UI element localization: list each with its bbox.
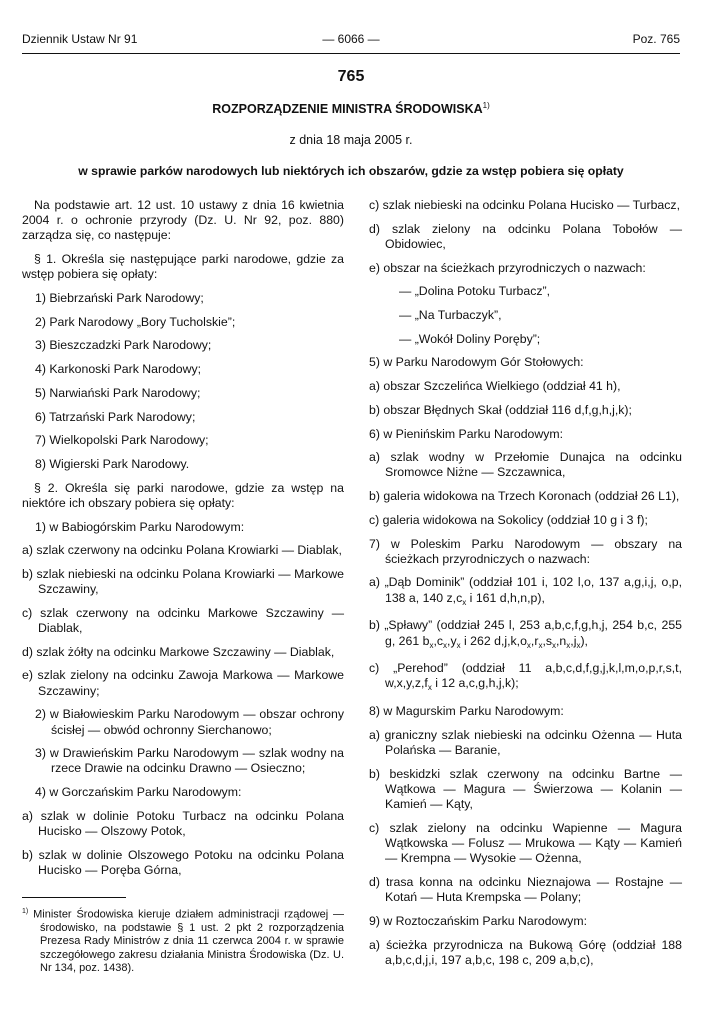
sub-item-text: i 161 d,h,n,p), [466, 590, 545, 605]
subscript: x [443, 640, 448, 650]
sub-item: e) szlak zielony na odcinku Zawoja Markowa — Markowe Szczawiny; [22, 668, 344, 698]
sub-item: c) szlak niebieski na odcinku Polana Hucisko — Turbacz, [369, 198, 680, 212]
list-item: 8) w Magurskim Parku Narodowym: [369, 704, 564, 719]
subscript: x [538, 640, 543, 650]
act-date: z dnia 18 maja 2005 r. [289, 133, 413, 147]
act-title [0, 101, 702, 116]
footnote-text [22, 905, 344, 975]
sub-item-text: ,r [530, 633, 539, 648]
title-footnote-mark: 1) [482, 101, 490, 110]
list-item: 6) w Pienińskim Parku Narodowym: [369, 426, 564, 441]
page-number: — 6066 — [322, 32, 380, 46]
sub-item-text: a) „Dąb Dominik” (oddział 101 i, 102 l,o, 137 a,g,i,j, o,p, 138 a, 140 z,c [369, 575, 682, 605]
footnote-body: Minister Środowiska kieruje działem administracji rządowej — środowisko, na podstawie § 1 ust. 2 pkt 2 rozporządzenia Prezesa Rady Ministrów z dnia 11 czerwca 2004 r. w sprawie szczegółowego zakresu działania Ministra Środowiska (Dz. U. Nr 134, poz. 1438). [33, 908, 344, 974]
sub-item: d) szlak zielony na odcinku Polana Tobołów — Obidowiec, [369, 221, 682, 251]
subscript: x [576, 640, 581, 650]
list-item: 9) w Roztoczańskim Parku Narodowym: [369, 913, 587, 928]
section-2: § 2. Określa się parki narodowe, gdzie za wstęp na niektóre ich obszary pobiera się opłaty: [22, 480, 344, 510]
sub-item: e) obszar na ścieżkach przyrodniczych o nazwach: [369, 260, 646, 275]
sub-item [369, 575, 682, 609]
list-item: 7) w Poleskim Parku Narodowym — obszary na ścieżkach przyrodniczych o nazwach: [369, 536, 682, 566]
sub-item-text: c) „Perehod” (oddział 11 a,b,c,d,f,g,j,k,l,m,o,p,r,s,t, w,x,y,z,f [369, 661, 682, 691]
list-item: 2) w Białowieskim Parku Narodowym — obszar ochrony ścisłej — obwód ochronny Sierchanowo; [35, 707, 344, 737]
footnote [22, 905, 344, 975]
list-item: 1) Biebrzański Park Narodowy; [35, 291, 204, 306]
subscript: x [462, 597, 467, 607]
journal-name: Dziennik Ustaw Nr 91 [22, 32, 138, 46]
footnote-mark: 1) [22, 908, 29, 915]
sub-item-text: ,n [556, 633, 567, 648]
sub-item: a) szlak w dolinie Potoku Turbacz na odcinku Polana Hucisko — Olszowy Potok, [22, 808, 344, 839]
sub-item: b) obszar Błędnych Skał (oddział 116 d,f,g,h,j,k); [369, 402, 632, 417]
right-column [369, 198, 682, 977]
sub-item-text: ,c [433, 633, 444, 648]
path-name: — „Wokół Doliny Poręby”; [399, 331, 541, 346]
sub-item: a) graniczny szlak niebieski na odcinku Ożenna — Huta Polańska — Baranie, [369, 727, 682, 758]
list-item: 3) Bieszczadzki Park Narodowy; [35, 338, 212, 353]
sub-item: d) szlak żółty na odcinku Markowe Szczawiny — Diablak, [22, 644, 335, 659]
sub-item [369, 618, 682, 652]
position-number: Poz. 765 [632, 32, 680, 46]
header-rule [22, 53, 680, 54]
path-name: — „Dolina Potoku Turbacz”, [399, 284, 551, 299]
list-item: 3) w Drawieńskim Parku Narodowym — szlak wodny na rzece Drawie na odcinku Drawno — Osieczno; [35, 746, 344, 776]
sub-item-text: b) „Spławy” (oddział 245 l, 253 a,b,c,f,g,h,j, 254 b,c, 255 g, 261 b [369, 618, 682, 648]
sub-item: a) ścieżka przyrodnicza na Bukową Górę (oddział 188 a,b,c,d,j,i, 197 a,b,c, 198 c, 209 a,b,c), [369, 937, 682, 967]
list-item: 2) Park Narodowy „Bory Tucholskie”; [35, 314, 236, 329]
left-column [22, 198, 344, 887]
list-item: 1) w Babiogórskim Parku Narodowym: [35, 519, 245, 534]
subscript: x [456, 640, 461, 650]
sub-item: b) galeria widokowa na Trzech Koronach (oddział 26 L1), [369, 489, 680, 504]
act-title-text: ROZPORZĄDZENIE MINISTRA ŚRODOWISKA [212, 102, 483, 117]
sub-item: b) szlak niebieski na odcinku Polana Krowiarki — Markowe Szczawiny, [22, 566, 344, 597]
list-item: 6) Tatrzański Park Narodowy; [35, 409, 196, 424]
sub-item-text: ,s [542, 633, 553, 648]
list-item: 8) Wigierski Park Narodowy. [35, 456, 190, 471]
subscript: x [526, 640, 531, 650]
section-1: § 1. Określa się następujące parki narodowe, gdzie za wstęp pobiera się opłaty: [22, 252, 344, 282]
act-number: 765 [337, 68, 365, 85]
list-item: 5) Narwiański Park Narodowy; [35, 385, 201, 400]
footnote-rule [22, 897, 126, 898]
sub-item-text: i 262 d,j,k,o [460, 633, 527, 648]
path-name: — „Na Turbaczyk”, [399, 308, 502, 323]
subscript: x [429, 640, 434, 650]
sub-item: a) szlak wodny w Przełomie Dunajca na odcinku Sromowce Niżne — Szczawnica, [369, 450, 682, 480]
sub-item-text: ), [580, 633, 588, 648]
subscript: x [427, 683, 432, 693]
sub-item: d) trasa konna na odcinku Nieznajowa — Rostajne — Kotań — Huta Krempska — Polany; [369, 875, 682, 905]
sub-item: b) beskidzki szlak czerwony na odcinku Bartne — Wątkowa — Magura — Świerzowa — Kolanin — Kamień — Kąty, [369, 766, 682, 812]
sub-item [369, 661, 682, 695]
act-subject: w sprawie parków narodowych lub niektórych ich obszarów, gdzie za wstęp pobiera się opłaty [78, 164, 624, 178]
subscript: x [566, 640, 571, 650]
sub-item: b) szlak w dolinie Olszowego Potoku na odcinku Polana Hucisko — Poręba Górna, [22, 847, 344, 877]
sub-item: c) szlak zielony na odcinku Wapienne — Magura Wątkowska — Folusz — Mrukowa — Kąty — Kamień — Krempna — Wysokie — Ożenna, [369, 820, 682, 866]
list-item: 5) w Parku Narodowym Gór Stołowych: [369, 355, 584, 370]
subscript: x [552, 640, 557, 650]
sub-item-text: ,j [570, 633, 577, 648]
list-item: 4) Karkonoski Park Narodowy; [35, 362, 202, 377]
sub-item: a) obszar Szczelińca Wielkiego (oddział 41 h), [369, 379, 621, 394]
sub-item-text: i 12 a,c,g,h,j,k); [431, 676, 519, 691]
sub-item-text: ,y [447, 633, 457, 648]
list-item: 7) Wielkopolski Park Narodowy; [35, 433, 209, 448]
preamble: Na podstawie art. 12 ust. 10 ustawy z dnia 16 kwietnia 2004 r. o ochronie przyrody (Dz. U. Nr 92, poz. 880) zarządza się, co następuje: [22, 198, 344, 243]
sub-item: c) galeria widokowa na Sokolicy (oddział 10 g i 3 f); [369, 512, 648, 527]
running-header [22, 32, 680, 50]
sub-item: a) szlak czerwony na odcinku Polana Krowiarki — Diablak, [22, 543, 342, 558]
sub-item: c) szlak czerwony na odcinku Markowe Szczawiny — Diablak, [22, 605, 344, 636]
list-item: 4) w Gorczańskim Parku Narodowym: [35, 785, 242, 800]
